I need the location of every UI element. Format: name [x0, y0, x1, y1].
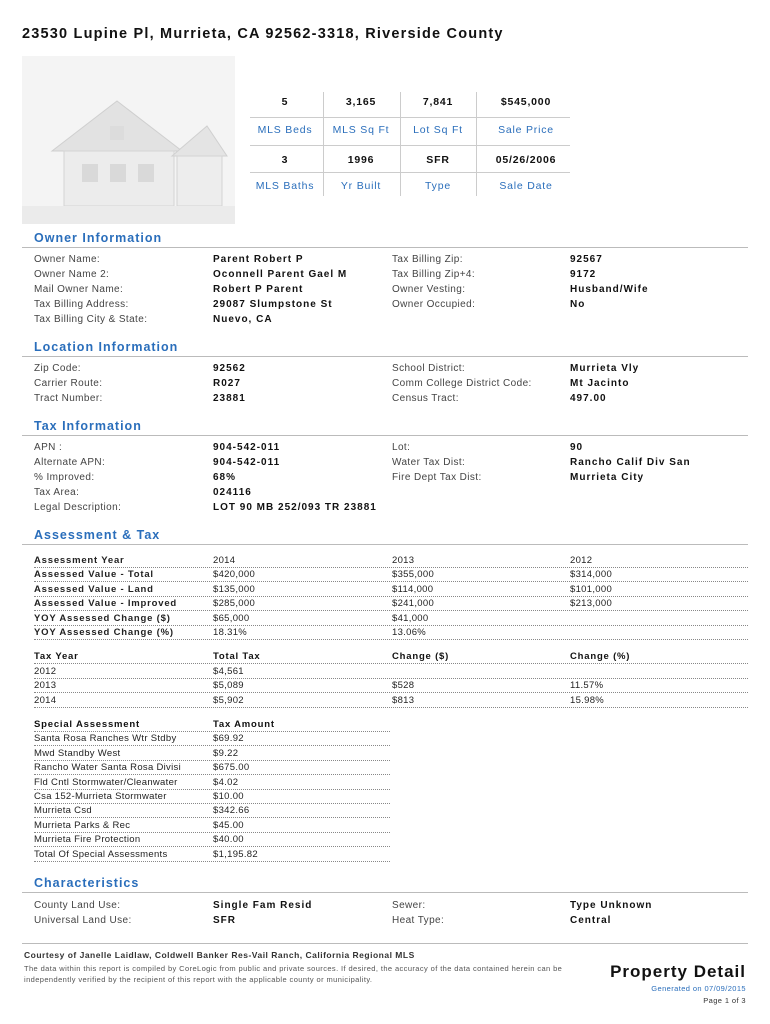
- table-row: [0, 761, 770, 775]
- table-cell: $5,902: [213, 694, 244, 706]
- field-value: 904-542-011: [213, 457, 281, 468]
- field-value: Robert P Parent: [213, 284, 304, 295]
- table-cell: $40.00: [213, 834, 244, 846]
- table-cell: 13.06%: [392, 627, 427, 638]
- stat-label: Sale Date: [499, 180, 553, 192]
- field-label: Tax Billing Zip+4:: [392, 269, 476, 280]
- table-cell: 2012: [570, 555, 593, 566]
- table-cell: Assessed Value - Total: [34, 569, 154, 581]
- footer-courtesy: Courtesy of Janelle Laidlaw, Coldwell Banker Res-Vail Ranch, California Regional MLS: [24, 950, 415, 960]
- section-rule: [22, 356, 748, 357]
- table-row: [0, 790, 770, 804]
- table-cell: $10.00: [213, 791, 244, 802]
- field-value: Murrieta City: [570, 472, 645, 483]
- field-label: Lot:: [392, 442, 411, 453]
- table-cell: Assessed Value - Improved: [34, 598, 178, 610]
- stat-label: MLS Baths: [255, 180, 315, 192]
- field-label: Census Tract:: [392, 393, 459, 404]
- table-cell: 11.57%: [570, 680, 604, 691]
- table-row: [0, 665, 770, 679]
- table-cell: Santa Rosa Ranches Wtr Stdby: [34, 733, 177, 745]
- table-row: [0, 848, 770, 862]
- field-value: Nuevo, CA: [213, 314, 273, 325]
- section-rule: [22, 544, 748, 545]
- field-label: Owner Vesting:: [392, 284, 466, 295]
- table-cell: Assessed Value - Land: [34, 583, 154, 595]
- table-header-row: [0, 718, 770, 732]
- section-rule: [22, 247, 748, 248]
- table-cell: 15.98%: [570, 694, 605, 706]
- stat-value: SFR: [426, 154, 450, 166]
- field-value: Single Fam Resid: [213, 900, 313, 911]
- table-cell: Murrieta Parks & Rec: [34, 819, 131, 831]
- field-label: Owner Name 2:: [34, 269, 110, 280]
- field-label: % Improved:: [34, 472, 95, 483]
- section-rule: [22, 892, 748, 893]
- table-row: [0, 819, 770, 833]
- field-value: LOT 90 MB 252/093 TR 23881: [213, 502, 377, 513]
- field-label: Tax Area:: [34, 487, 80, 498]
- table-cell: $101,000: [570, 583, 613, 595]
- field-value: 90: [570, 442, 584, 453]
- field-value: Oconnell Parent Gael M: [213, 269, 348, 280]
- table-cell: 2012: [34, 665, 57, 677]
- field-value: Mt Jacinto: [570, 378, 630, 389]
- table-cell: $114,000: [392, 583, 434, 595]
- table-cell: Murrieta Csd: [34, 805, 92, 817]
- field-label: Mail Owner Name:: [34, 284, 124, 295]
- row-divider: [34, 707, 748, 708]
- field-label: Alternate APN:: [34, 457, 106, 468]
- table-cell: $135,000: [213, 583, 256, 595]
- table-cell: $9.22: [213, 747, 239, 759]
- row-divider: [34, 639, 748, 640]
- field-value: 024116: [213, 487, 252, 498]
- field-value: R027: [213, 378, 241, 389]
- table-header-cell: Tax Year: [34, 651, 79, 662]
- field-label: School District:: [392, 363, 466, 374]
- table-cell: $528: [392, 680, 415, 691]
- stat-label: MLS Sq Ft: [332, 124, 390, 136]
- table-cell: $342.66: [213, 805, 250, 817]
- section-heading: Tax Information: [34, 419, 142, 433]
- table-cell: $69.92: [213, 733, 244, 745]
- field-label: Tract Number:: [34, 393, 103, 404]
- stat-label: MLS Beds: [257, 124, 313, 136]
- field-label: Sewer:: [392, 900, 426, 911]
- page-title: 23530 Lupine Pl, Murrieta, CA 92562-3318, Riverside County: [22, 26, 504, 42]
- field-label: Carrier Route:: [34, 378, 103, 389]
- generated-date: Generated on 07/09/2015: [651, 984, 746, 993]
- table-row: [0, 679, 770, 693]
- field-label: Heat Type:: [392, 915, 445, 926]
- field-value: 9172: [570, 269, 597, 280]
- field-label: APN :: [34, 442, 63, 453]
- table-cell: 2013: [34, 680, 57, 691]
- field-label: Owner Occupied:: [392, 299, 476, 310]
- field-label: Universal Land Use:: [34, 915, 132, 926]
- table-header-cell: Special Assessment: [34, 719, 140, 730]
- table-row: [0, 568, 770, 582]
- field-value: Murrieta Vly: [570, 363, 640, 374]
- stat-value: 3,165: [345, 96, 377, 108]
- field-value: 497.00: [570, 393, 607, 404]
- table-cell: Murrieta Fire Protection: [34, 834, 141, 846]
- stat-value: $545,000: [500, 96, 552, 108]
- field-value: 92562: [213, 363, 246, 374]
- table-cell: $65,000: [213, 612, 250, 624]
- field-label: Water Tax Dist:: [392, 457, 466, 468]
- table-row: [0, 694, 770, 708]
- section-heading: Characteristics: [34, 876, 140, 890]
- field-value: SFR: [213, 915, 236, 926]
- section-heading: Assessment & Tax: [34, 528, 161, 542]
- table-cell: Fld Cntl Stormwater/Cleanwater: [34, 776, 178, 788]
- table-row: [0, 732, 770, 746]
- table-row: [0, 597, 770, 611]
- table-cell: $314,000: [570, 569, 613, 581]
- field-value: 29087 Slumpstone St: [213, 299, 333, 310]
- table-cell: $355,000: [392, 569, 435, 581]
- table-cell: $45.00: [213, 819, 244, 831]
- field-value: 92567: [570, 254, 603, 265]
- field-value: Rancho Calif Div San: [570, 457, 691, 468]
- table-cell: 2013: [392, 555, 415, 566]
- table-cell: $4,561: [213, 665, 244, 677]
- table-cell: Assessment Year: [34, 555, 125, 566]
- stat-label: Sale Price: [498, 124, 554, 136]
- table-cell: $285,000: [213, 598, 256, 610]
- section-heading: Owner Information: [34, 231, 163, 245]
- table-cell: $813: [392, 694, 415, 706]
- field-label: Tax Billing Zip:: [392, 254, 463, 265]
- table-row: [0, 626, 770, 640]
- stat-value: 5: [281, 96, 289, 108]
- table-cell: $4.02: [213, 776, 239, 788]
- field-value: Parent Robert P: [213, 254, 304, 265]
- stat-value: 3: [281, 154, 289, 166]
- stat-label: Yr Built: [340, 180, 382, 192]
- footer-disclaimer: The data within this report is compiled by CoreLogic from public and private sources. If desired, the accuracy of the data contained herein can be independently verified by the recipient of this report with the applicable county or municipality.: [24, 964, 563, 984]
- table-cell: 2014: [34, 694, 57, 706]
- table-header-row: [0, 650, 770, 664]
- report-title: Property Detail: [610, 962, 746, 981]
- field-value: Central: [570, 915, 612, 926]
- property-photo: [22, 56, 235, 224]
- table-row: [0, 804, 770, 818]
- table-cell: Csa 152-Murrieta Stormwater: [34, 791, 167, 802]
- field-value: 23881: [213, 393, 246, 404]
- field-label: Comm College District Code:: [392, 378, 532, 389]
- field-label: Tax Billing Address:: [34, 299, 129, 310]
- table-cell: $241,000: [392, 598, 435, 610]
- table-cell: $420,000: [213, 569, 256, 581]
- table-row: [0, 554, 770, 568]
- table-row: [0, 833, 770, 847]
- page-number: Page 1 of 3: [703, 996, 746, 1005]
- section-rule: [22, 435, 748, 436]
- field-value: Type Unknown: [570, 900, 653, 911]
- row-divider: [34, 861, 390, 862]
- table-cell: $5,089: [213, 680, 244, 691]
- stat-value: 7,841: [422, 96, 454, 108]
- table-cell: 2014: [213, 555, 236, 566]
- table-header-cell: Total Tax: [213, 651, 261, 662]
- table-row: [0, 776, 770, 790]
- field-value: No: [570, 299, 586, 310]
- table-cell: $213,000: [570, 598, 613, 610]
- field-label: County Land Use:: [34, 900, 121, 911]
- table-row: [0, 612, 770, 626]
- table-cell: YOY Assessed Change (%): [34, 627, 174, 638]
- table-row: [0, 747, 770, 761]
- stat-label: Lot Sq Ft: [413, 124, 463, 136]
- table-cell: $675.00: [213, 762, 250, 774]
- field-label: Zip Code:: [34, 363, 81, 374]
- table-cell: YOY Assessed Change ($): [34, 612, 171, 624]
- field-value: Husband/Wife: [570, 284, 649, 295]
- table-cell: Rancho Water Santa Rosa Divisi: [34, 762, 181, 774]
- table-row: [0, 583, 770, 597]
- field-value: 904-542-011: [213, 442, 281, 453]
- table-cell: $1,195.82: [213, 848, 258, 860]
- field-label: Fire Dept Tax Dist:: [392, 472, 482, 483]
- field-label: Owner Name:: [34, 254, 101, 265]
- table-cell: $41,000: [392, 612, 429, 624]
- table-header-cell: Tax Amount: [213, 719, 275, 730]
- table-header-cell: Change ($): [392, 651, 450, 662]
- stat-label: Type: [425, 180, 451, 192]
- table-cell: 18.31%: [213, 627, 248, 638]
- field-label: Tax Billing City & State:: [34, 314, 148, 325]
- stat-value: 05/26/2006: [495, 154, 557, 166]
- field-value: 68%: [213, 472, 237, 483]
- table-header-cell: Change (%): [570, 651, 631, 662]
- stat-value: 1996: [347, 154, 375, 166]
- table-cell: Mwd Standby West: [34, 747, 121, 759]
- section-heading: Location Information: [34, 340, 179, 354]
- table-cell: Total Of Special Assessments: [34, 848, 168, 860]
- field-label: Legal Description:: [34, 502, 122, 513]
